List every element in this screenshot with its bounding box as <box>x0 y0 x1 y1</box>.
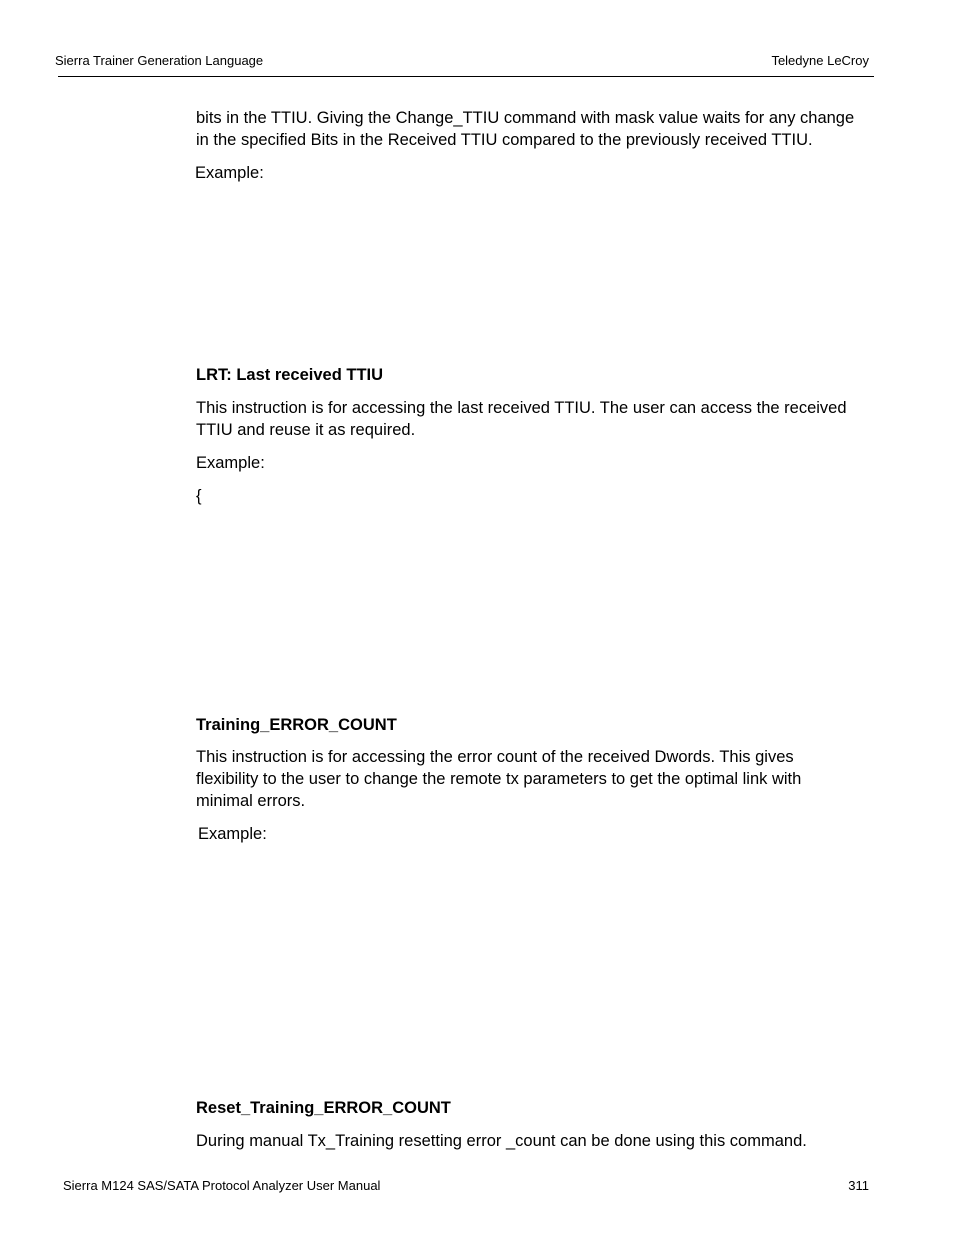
page-number: 311 <box>848 1178 869 1193</box>
running-header-title: Sierra Trainer Generation Language <box>55 53 264 68</box>
section-heading-lrt: LRT: Last received TTIU <box>196 366 384 384</box>
training-error-count-line-1: This instruction is for accessing the error count of the received Dwords. This gives <box>196 748 794 766</box>
footer-manual-title: Sierra M124 SAS/SATA Protocol Analyzer User Manual <box>63 1178 381 1193</box>
lrt-line-1: This instruction is for accessing the last received TTIU. The user can access the received <box>196 399 847 417</box>
training-error-count-line-2: flexibility to the user to change the remote tx parameters to get the optimal link with <box>196 770 802 788</box>
running-header-company: Teledyne LeCroy <box>771 53 869 68</box>
training-error-count-line-3: minimal errors. <box>196 792 306 810</box>
example-label-2: Example: <box>196 454 265 472</box>
example-label-1: Example: <box>195 164 264 182</box>
lrt-line-2: TTIU and reuse it as required. <box>196 421 416 439</box>
section-heading-reset-training-error-count: Reset_Training_ERROR_COUNT <box>196 1099 451 1117</box>
intro-line-1: bits in the TTIU. Giving the Change_TTIU command with mask value waits for any change <box>196 109 855 127</box>
section-heading-training-error-count: Training_ERROR_COUNT <box>196 716 397 734</box>
intro-line-2: in the specified Bits in the Received TTIU compared to the previously received TTIU. <box>196 131 813 149</box>
reset-training-error-count-line: During manual Tx_Training resetting error _count can be done using this command. <box>196 1132 807 1150</box>
code-open-brace: { <box>196 487 202 505</box>
example-label-3: Example: <box>198 825 267 843</box>
header-rule <box>58 76 874 77</box>
